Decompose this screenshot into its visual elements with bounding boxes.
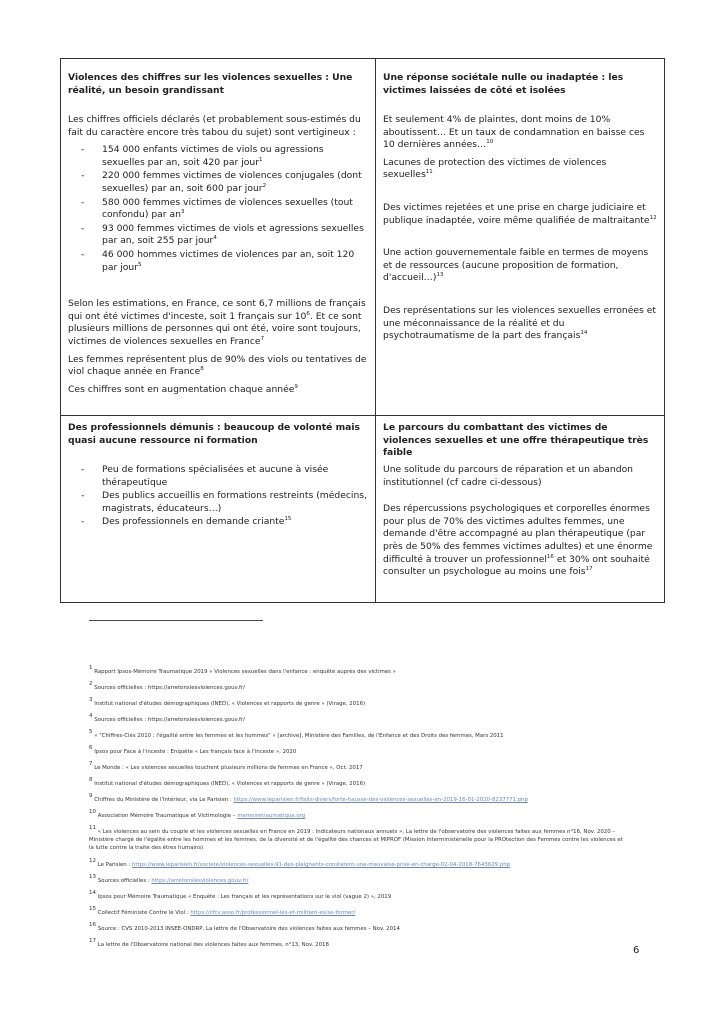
- footnote-ref[interactable]: 13: [436, 272, 444, 279]
- footnote: $^7$ Le Monde : « Les violences sexuelles touchent plusieurs millions de femmes en France », Oct. 2017: [89, 761, 363, 771]
- footnote-link[interactable]: https://cfcv.asso.fr/professionnel-les-et-militant-es/se-former/: [190, 910, 356, 916]
- cell-heading: Violences des chiffres sur les violences sexuelles : Une réalité, un besoin grandissant: [68, 72, 353, 96]
- cell-paragraph: Ces chiffres sont en augmentation chaque année$^9$: [68, 383, 298, 395]
- footnote: $^1$ Rapport Ipsos-Mémoire Traumatique 2019 « Violences sexuelles dans l'enfance : enquête auprès des victimes »: [89, 665, 396, 675]
- list-item: - 580 000 femmes victimes de violences sexuelles (tout confondu) par $an^3$: [81, 196, 353, 221]
- list-item: - Des publics accueillis en formations restreints (médecins, magistrats, éducateurs…): [81, 490, 367, 514]
- cell-paragraph: Des victimes rejetées et une prise en charge judiciaire et publique inadaptée, voire même qualifiée de maltraitante$^{12}$: [383, 201, 657, 226]
- dash-bullet: -: [81, 464, 85, 475]
- footnote-ref[interactable]: 5: [137, 261, 142, 268]
- summary-table: [60, 58, 665, 603]
- dash-bullet: -: [81, 170, 85, 182]
- footnote: $^{15}$ Collectif Féministe Contre le Viol : https://cfcv.asso.fr/professionnel-les-et-militant-es/se-former/: [89, 906, 356, 916]
- cell-paragraph: Lacunes de protection des victimes de violences sexuelles$^{11}$: [383, 156, 607, 181]
- footnote-ref[interactable]: 14: [580, 330, 588, 337]
- footnote-separator: [89, 620, 263, 621]
- footnote: $^{13}$ Sources officielles : https://arretonslesviolences.gouv.fr/: [89, 874, 249, 884]
- list-item: - Des professionnels en demande criante$^{15}$: [81, 516, 292, 528]
- list-item: - 93 000 femmes victimes de viols et agressions sexuelles par an, soit 255 par jour$^4$: [81, 222, 364, 247]
- footnote-link[interactable]: memoiretraumatique.org: [237, 813, 306, 819]
- cell-paragraph: Et seulement 4% de plaintes, dont moins de 10% aboutissent… Et un taux de condamnation en baisse ces 10 dernières années…$^{10}$: [383, 114, 645, 151]
- footnote-ref[interactable]: 3: [180, 209, 185, 216]
- cell-paragraph: Selon les estimations, en France, ce sont 6,7 millions de français qui ont été victimes d'inceste, soit 1 français sur $10^6$. Et ce sont plusieurs millions de personnes qui ont été, voire sont toujours, victimes de violences sexuelles en France$^7$: [68, 298, 366, 347]
- footnote: $^{12}$ Le Parisien : https://www.leparisien.fr/societe/violences-sexuelles-91-des-plaignants-constatent-une-mauvaise-prise-en-charge-02-04-2018-7643629.php: [89, 858, 511, 868]
- footnote-link[interactable]: https://arretonslesviolences.gouv.fr/: [151, 878, 249, 884]
- footnote: $^4$ Sources officielles : https://arretonslesviolences.gouv.fr/: [89, 713, 245, 723]
- footnote-ref[interactable]: 2: [262, 182, 267, 189]
- cell-heading: Une réponse sociétale nulle ou inadaptée : les victimes laissées de côté et isolées: [383, 72, 624, 96]
- dash-bullet: -: [81, 222, 85, 234]
- footnote: $^{14}$ Ipsos pour Mémoire Traumatique « Enquête : Les français et les représentations sur le viol (vague 2) », 2019: [89, 890, 392, 900]
- footnote: $^{10}$ Association Mémoire Traumatique et Victimologie – memoiretraumatique.org: [89, 809, 306, 819]
- footnote-ref[interactable]: 15: [284, 516, 292, 523]
- footnote-ref[interactable]: 17: [585, 566, 593, 573]
- footnote-ref[interactable]: 11: [425, 169, 433, 176]
- cell-professionals: [61, 416, 376, 603]
- cell-paragraph: Les chiffres officiels déclarés (et probablement sous-estimés du fait du caractère encore très tabou du sujet) sont vertigineux :: [68, 114, 361, 138]
- footnote-ref[interactable]: 12: [649, 214, 657, 221]
- footnote: $^{17}$ La lettre de l'Observatoire national des violences faites aux femmes, n°13, Nov. 2018: [89, 938, 329, 948]
- dash-bullet: -: [81, 248, 85, 260]
- footnote: $^9$ Chiffres du Ministère de l'Intérieur, via Le Parisien : https://www.leparisien.fr/faits-divers/forte-hausse-des-violences-sexuelles-en-2019-16-01-2020-8237771.php: [89, 793, 528, 803]
- bullet-list: [68, 464, 369, 529]
- footnote-ref[interactable]: 9: [294, 383, 298, 390]
- page-number: 6: [633, 945, 640, 956]
- cell-heading: Des professionnels démunis : beaucoup de volonté mais quasi aucune ressource ni formation: [68, 422, 360, 446]
- cell-paragraph: Une solitude du parcours de réparation et un abandon institutionnel (cf cadre ci-dessous): [383, 464, 634, 488]
- footnote-ref[interactable]: 8: [200, 366, 204, 373]
- footnote: $^3$ Institut national d'études démographiques (INED), « Violences et rapports de genre » (Virage, 2016): [89, 697, 366, 707]
- footnote: $^2$ Sources officielles : https://arretonslesviolences.gouv.fr/: [89, 681, 245, 691]
- cell-victim-journey: [376, 416, 665, 603]
- table-row: [61, 59, 665, 416]
- cell-heading: Le parcours du combattant des victimes de violences sexuelles et une offre thérapeutique très faible: [383, 422, 649, 459]
- footnote-ref[interactable]: 10: [486, 139, 494, 146]
- cell-statistics: [61, 59, 376, 416]
- footnote-ref[interactable]: 6: [306, 310, 310, 317]
- dash-bullet: -: [81, 490, 85, 502]
- cell-paragraph: Des représentations sur les violences sexuelles erronées et une méconnaissance de la réalité et du psychotraumatisme de la part des français$^{14}$: [383, 304, 656, 342]
- dash-bullet: -: [81, 144, 85, 156]
- cell-societal-response: [376, 59, 665, 416]
- dash-bullet: -: [81, 196, 85, 208]
- footnote: $^5$ « "Chiffres-Clés 2010 : l'égalité entre les femmes et les hommes" » [archive], Ministère des Familles, de l'Enfance et des Droits des femmes, Mars 2011: [89, 729, 504, 739]
- list-item: - 46 000 hommes victimes de violences par an, soit 120 par jour$^5$: [81, 248, 355, 273]
- cell-paragraph: Des répercussions psychologiques et corporelles énormes pour plus de 70% des victimes adultes femmes, une demande d'être accompagné au plan thérapeutique (par près de 50% des femmes victimes adultes) et une énorme difficulté à trouver un professionnel$^{16}$ et 30% ont souhaité consulter un psychologue au moins une fois$^{17}$: [383, 503, 653, 578]
- bullet-list: [68, 144, 369, 274]
- cell-paragraph: Les femmes représentent plus de 90% des viols ou tentatives de viol chaque année en France$^8$: [68, 353, 367, 378]
- footnote-ref[interactable]: 4: [213, 235, 217, 242]
- list-item: - 154 000 enfants victimes de viols ou agressions sexuelles par an, soit 420 par jour$^1$: [81, 144, 324, 168]
- list-item: - 220 000 femmes victimes de violences conjugales (dont sexuelles) par an, soit 600 par jour$^2$: [81, 170, 362, 194]
- footnote-ref[interactable]: 1: [258, 156, 263, 163]
- dash-bullet: -: [81, 516, 85, 528]
- footnote-link[interactable]: https://www.leparisien.fr/societe/violences-sexuelles-91-des-plaignants-constatent-une-mauvaise-prise-en-charge-02-04-2018-7643629.php: [131, 862, 511, 868]
- footnote: $^{11}$ « Les violences au sein du couple et les violences sexuelles en France en 2019 : Indicateurs nationaux annuels », La lettre de l'observatoire des violences faites aux femmes n°16, Nov. 2020 – Ministère chargé de l'égalité entre les hommes et les femmes, de la diversité et de l'égalité des chances et MIPROF (Mission Interministérielle pour la PROtection des Femmes contre les violences et la lutte contre la traite des êtres humains): [89, 825, 623, 851]
- footnote: $^8$ Institut national d'études démographiques (INED), « Violences et rapports de genre » (Virage, 2016): [89, 777, 366, 787]
- footnote-ref[interactable]: 7: [260, 335, 265, 342]
- footnote: $^{16}$ Source : CVS 2010-2013 INSEE-ONDRP, La lettre de l'Observatoire des violences faites aux femmes – Nov. 2014: [89, 922, 400, 932]
- cell-paragraph: Une action gouvernementale faible en termes de moyens et de ressources (aucune proposition de formation, d'accueil…)$^{13}$: [383, 247, 649, 284]
- footnote-link[interactable]: https://www.leparisien.fr/faits-divers/forte-hausse-des-violences-sexuelles-en-2019-16-01-2020-8237771.php: [233, 797, 528, 803]
- footnote-ref[interactable]: 16: [546, 553, 554, 560]
- table-row: [61, 416, 665, 603]
- footnote: $^6$ Ipsos pour Face à l'inceste : Enquête « Les français face à l'inceste », 2020: [89, 745, 297, 755]
- list-item: - Peu de formations spécialisées et aucune à visée thérapeutique: [81, 464, 329, 488]
